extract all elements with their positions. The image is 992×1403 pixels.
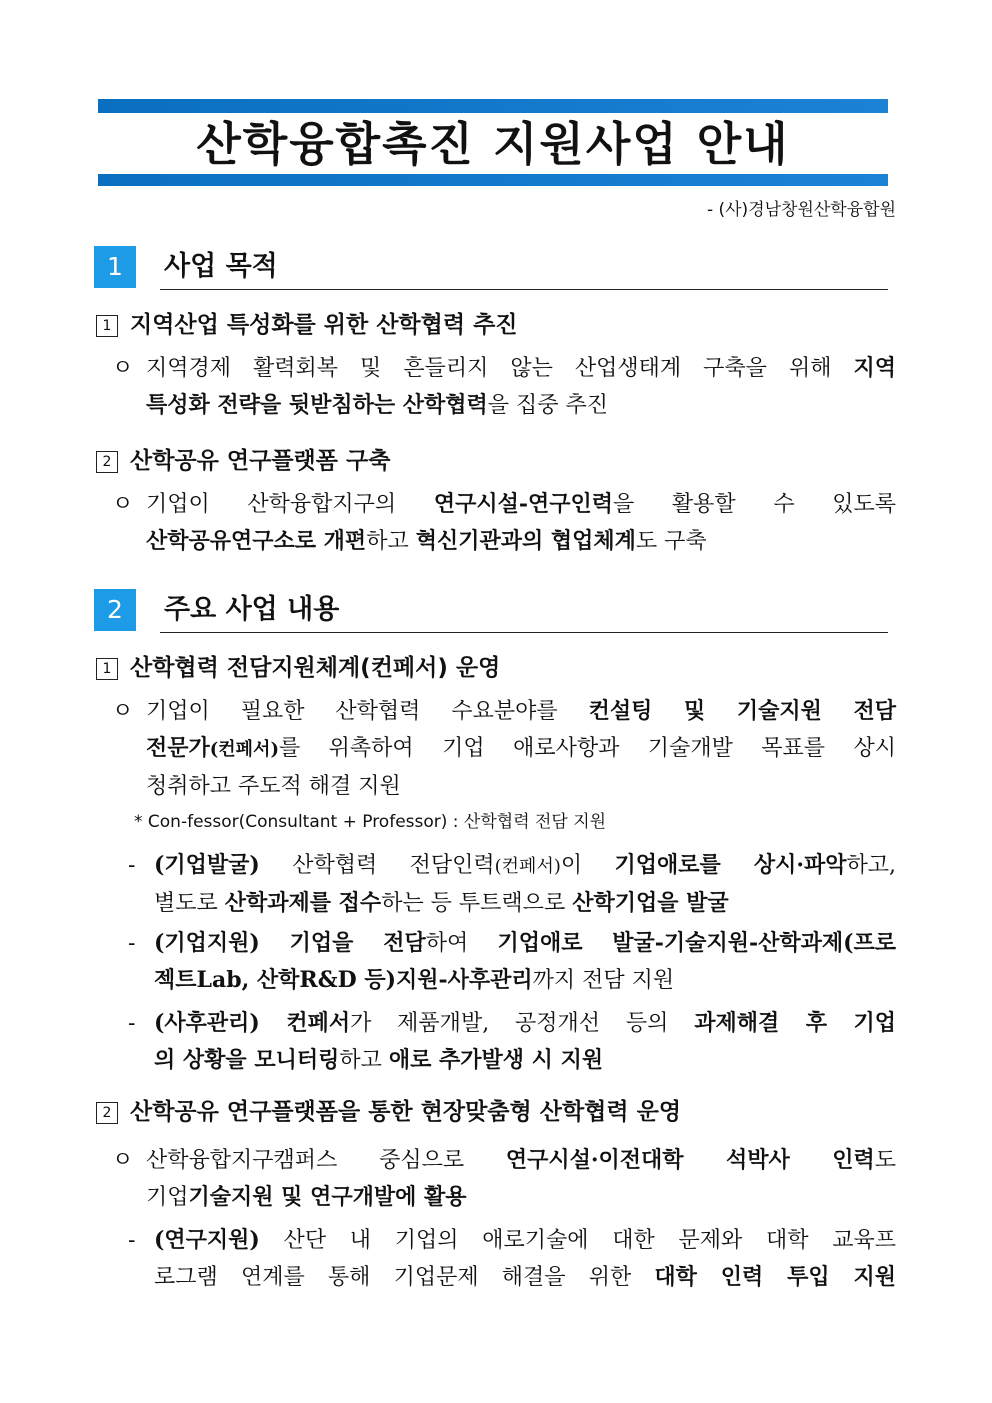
text-run: 을 활용할 수 있도록 <box>613 492 896 517</box>
text-run: 기업 <box>146 1185 189 1210</box>
title-bottom-bar <box>98 174 888 186</box>
bold-text-run: 애로 추가발생 시 지원 <box>388 1047 604 1073</box>
bullet-mark: ㅇ <box>112 699 134 724</box>
bold-text-run: 기업애로 발굴-기술지원-산학과제(프로 <box>497 930 896 956</box>
bold-text-run: 대학 인력 투입 지원 <box>654 1264 896 1290</box>
text-run: 별도로 <box>154 891 225 916</box>
bullet-mark: ㅇ <box>112 356 134 381</box>
subsection-number-box: 1 <box>96 658 118 680</box>
subsection-number-box: 2 <box>96 1102 118 1124</box>
text-run: 가 제품개발, 공정개선 등의 <box>350 1011 695 1036</box>
bold-text-run: 산학공유연구소로 개편 <box>146 528 367 554</box>
bold-text-run: 컨설팅 및 기술지원 전담 <box>588 698 896 724</box>
text-run: 이 <box>560 853 615 878</box>
paragraph-line <box>112 387 896 424</box>
dash-item-company-discovery <box>128 847 896 922</box>
subsection-number-box: 1 <box>96 315 118 337</box>
paragraph-line <box>128 962 896 999</box>
bold-text-run: 특성화 전략을 뒷받침하는 산학협력 <box>146 392 488 418</box>
bold-text-run: 기업애로를 상시·파악 <box>614 852 847 878</box>
subsection-1-2-title <box>96 446 390 476</box>
paragraph-line <box>112 523 896 560</box>
section-title: 주요 사업 내용 <box>164 594 340 625</box>
subsection-title-text: 지역산업 특성화를 위한 산학협력 추진 <box>130 312 518 338</box>
subsection-1-1-title <box>96 310 518 340</box>
text-run: 기업이 산학융합지구의 <box>146 492 434 517</box>
bold-text-run: 지역 <box>853 355 896 381</box>
bold-text-run: 연구시설·이전대학 석박사 인력 <box>505 1147 875 1173</box>
text-run: 를 위촉하여 기업 애로사항과 기술개발 목표를 상시 <box>278 736 896 761</box>
subsection-number-box: 2 <box>96 451 118 473</box>
paragraph-line <box>112 1179 896 1216</box>
text-run: 하고 <box>339 1048 389 1073</box>
section-number-badge: 2 <box>94 589 136 631</box>
dash-mark: - <box>128 1011 136 1036</box>
paragraph-1-2 <box>112 486 896 560</box>
paragraph-line: 청취하고 주도적 해결 지원 <box>146 774 401 799</box>
subsection-2-1-title <box>96 653 500 683</box>
section-number-badge: 1 <box>94 246 136 288</box>
paragraph-line <box>128 885 896 922</box>
paragraph-line <box>128 1222 896 1259</box>
text-run: 기업이 필요한 산학협력 수요분야를 <box>146 699 589 724</box>
text-run: 을 집중 추진 <box>487 393 609 418</box>
section-1-heading <box>94 246 888 288</box>
dash-mark: - <box>128 931 136 956</box>
bold-text-run: 의 상황을 모니터링 <box>154 1047 340 1073</box>
text-run: 하는 등 투트랙으로 <box>381 891 573 916</box>
bold-text-run: 연구시설-연구인력 <box>433 491 613 517</box>
text-run: 하여 <box>425 931 498 956</box>
subsection-title-text: 산학협력 전담지원체계(컨페서) 운영 <box>130 655 501 681</box>
text-run: 산학융합지구캠퍼스 중심으로 <box>146 1148 506 1173</box>
subsection-2-2-title <box>96 1097 681 1127</box>
paragraph-line <box>128 1005 896 1042</box>
bold-text-run: (기업발굴) <box>154 852 260 878</box>
paragraph-line <box>112 1142 896 1179</box>
dash-item-company-support <box>128 925 896 999</box>
paragraph-line <box>112 693 896 730</box>
text-run: (컨페서) <box>494 856 561 877</box>
paragraph-line <box>112 350 896 387</box>
paragraph-line <box>112 730 896 768</box>
organization-name: - (사)경남창원산학융합원 <box>706 200 896 220</box>
text-run: 지역경제 활력회복 및 흔들리지 않는 산업생태계 구축을 위해 <box>146 356 854 381</box>
paragraph-1-1 <box>112 350 896 424</box>
dash-item-post-management <box>128 1005 896 1079</box>
paragraph-line <box>112 486 896 523</box>
section-2-heading <box>94 589 888 631</box>
text-run: 까지 전담 지원 <box>532 968 675 993</box>
bullet-mark: ㅇ <box>112 1148 134 1173</box>
footnote: * Con-fessor(Consultant + Professor) : 산학협력 전담 지원 <box>134 812 607 832</box>
paragraph-line <box>128 1259 896 1296</box>
text-run: 도 <box>874 1148 896 1173</box>
bold-text-run: 젝트Lab, 산학R&D 등)지원-사후관리 <box>154 967 533 993</box>
paragraph-line <box>128 925 896 962</box>
text-run: 하고 <box>366 529 416 554</box>
section-title: 사업 목적 <box>164 251 278 282</box>
bold-text-run: (컨페서) <box>209 739 279 760</box>
dash-mark: - <box>128 853 136 878</box>
title-top-bar <box>98 99 888 113</box>
bold-text-run: (연구지원) <box>154 1227 260 1253</box>
text-run: 로그램 연계를 통해 기업문제 해결을 위한 <box>154 1265 655 1290</box>
paragraph-2-1 <box>112 693 896 805</box>
bold-text-run: (기업지원) 기업을 전담 <box>154 930 426 956</box>
paragraph-2-2 <box>112 1142 896 1216</box>
bold-text-run: 전문가 <box>146 735 210 761</box>
bold-text-run: 과제해결 후 기업 <box>694 1010 896 1036</box>
text-run: 산단 내 기업의 애로기술에 대한 문제와 대학 교육프 <box>259 1228 896 1253</box>
dash-item-research-support <box>128 1222 896 1296</box>
bold-text-run: (사후관리) 컨페서 <box>154 1010 351 1036</box>
paragraph-line <box>128 847 896 885</box>
bold-text-run: 혁신기관과의 협업체계 <box>415 528 636 554</box>
dash-mark: - <box>128 1228 136 1253</box>
text-run: 하고, <box>846 853 897 878</box>
subsection-title-text: 산학공유 연구플랫폼을 통한 현장맞춤형 산학협력 운영 <box>130 1099 682 1125</box>
text-run: 도 구축 <box>635 529 707 554</box>
section-rule <box>160 289 888 290</box>
subsection-title-text: 산학공유 연구플랫폼 구축 <box>130 448 391 474</box>
section-rule <box>160 632 888 633</box>
bold-text-run: 산학과제를 접수 <box>224 890 382 916</box>
page-title: 산학융합촉진 지원사업 안내 <box>196 117 790 171</box>
bold-text-run: 기술지원 및 연구개발에 활용 <box>188 1184 467 1210</box>
bullet-mark: ㅇ <box>112 492 134 517</box>
paragraph-line <box>128 1042 896 1079</box>
bold-text-run: 산학기업을 발굴 <box>572 890 729 916</box>
text-run: 산학협력 전담인력 <box>259 853 495 878</box>
